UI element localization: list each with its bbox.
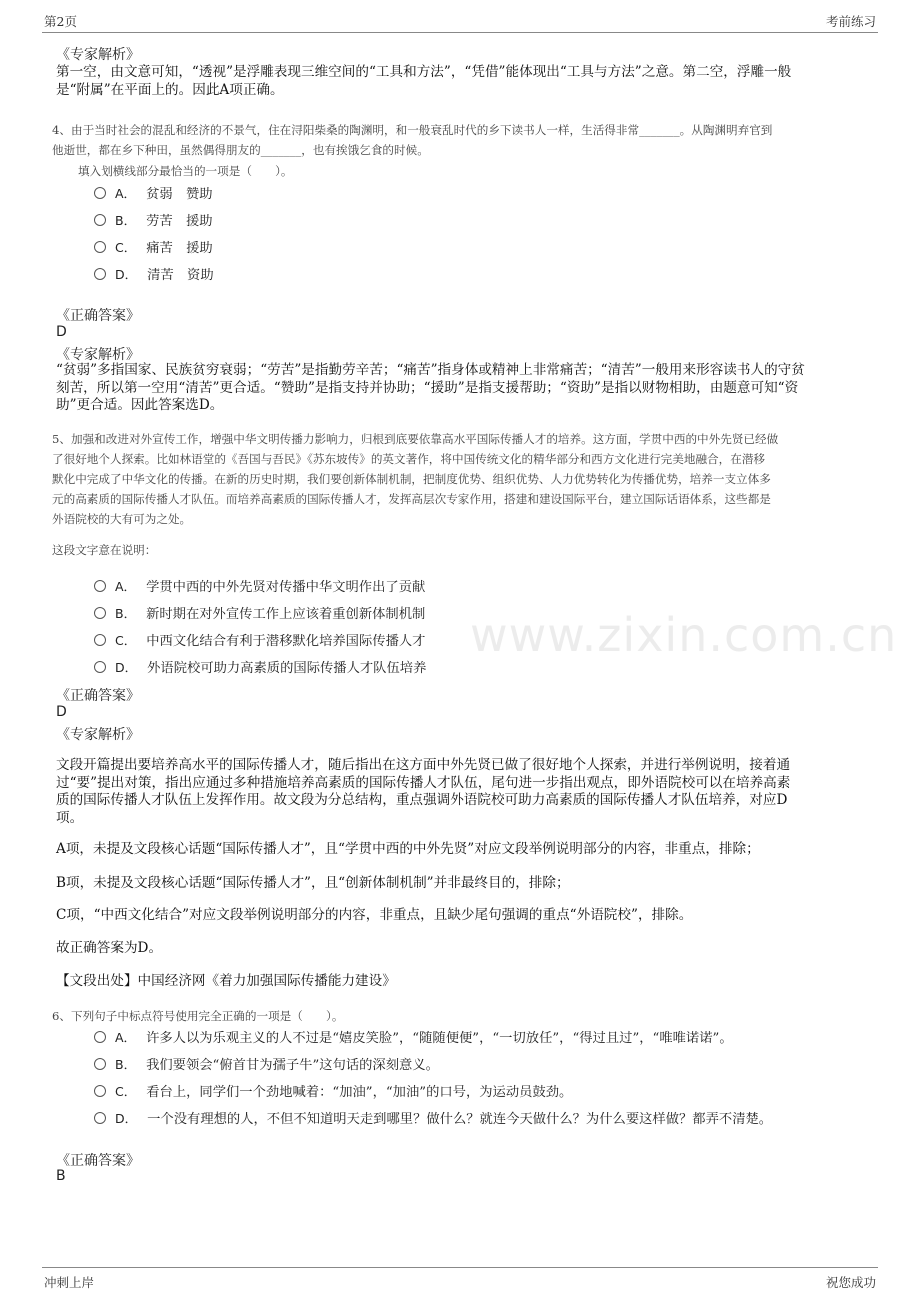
q3-analysis-line: 第一空，由文意可知，“透视”是浮雕表现三维空间的“工具和方法”，“凭借”能体现出“工具与方法”之意。第二空，浮雕一般 xyxy=(56,64,792,80)
q5-stem xyxy=(52,429,862,529)
q6-stem: 6、下列句子中标点符号使用完全正确的一项是（ ）。 xyxy=(52,1009,344,1023)
option-text: 我们要领会“俯首甘为孺子牛”这句话的深刻意义。 xyxy=(146,1058,439,1073)
radio-icon[interactable] xyxy=(94,634,106,646)
option-text: 清苦 资助 xyxy=(147,268,214,283)
q5-analysis-line: 文段开篇提出要培养高水平的国际传播人才，随后指出在这方面中外先贤已做了很好地个人探索，并进行举例说明，接着通 xyxy=(56,757,791,773)
option-letter: B． xyxy=(115,606,137,621)
option-text: 痛苦 援助 xyxy=(146,241,213,256)
radio-icon[interactable] xyxy=(94,1058,106,1070)
option-letter: A． xyxy=(115,1030,137,1045)
q4-correct-label: 《正确答案》 xyxy=(56,308,140,324)
footer-right: 祝您成功 xyxy=(825,1275,876,1290)
radio-icon[interactable] xyxy=(94,1112,106,1124)
q4-stem-line: 4、由于当时社会的混乱和经济的不景气，住在浔阳柴桑的陶渊明，和一般衰乱时代的乡下读书人一样，生活得非常_______。从陶渊明弃官到 xyxy=(52,123,773,137)
option-letter: B． xyxy=(115,1057,137,1072)
q6-answer: B xyxy=(56,1168,66,1184)
q5-stem-line: 了很好地个人探索。比如林语堂的《吾国与吾民》《苏东坡传》的英文著作，将中国传统文化的精华部分和西方文化进行完美地融合，在潜移 xyxy=(52,452,766,466)
q5-conclusion: 故正确答案为D。 xyxy=(56,940,163,956)
q4-prompt: 填入划横线部分最恰当的一项是（ ）。 xyxy=(78,164,293,178)
option-letter: A． xyxy=(115,186,137,201)
q3-analysis-line: 是“附属”在平面上的。因此A项正确。 xyxy=(56,81,284,98)
option-text: 许多人以为乐观主义的人不过是“嬉皮笑脸”，“随随便便”，“一切放任”，“得过且过”，“唯唯诺诺”。 xyxy=(146,1031,733,1046)
option-text: 看台上，同学们一个劲地喊着：“加油”，“加油”的口号，为运动员鼓劲。 xyxy=(146,1085,573,1100)
option-text: 学贯中西的中外先贤对传播中华文明作出了贡献 xyxy=(146,580,426,595)
header-title: 考前练习 xyxy=(825,14,876,29)
q5-stem-line: 元的高素质的国际传播人才队伍。而培养高素质的国际传播人才，发挥高层次专家作用，搭建和建设国际平台，建立国际话语体系，这些都是 xyxy=(52,492,771,506)
radio-icon[interactable] xyxy=(94,580,106,592)
option-text: 外语院校可助力高素质的国际传播人才队伍培养 xyxy=(147,661,427,676)
q5-option-c[interactable] xyxy=(94,630,425,650)
radio-icon[interactable] xyxy=(94,187,106,199)
option-text: 一个没有理想的人，不但不知道明天走到哪里？做什么？就连今天做什么？为什么要这样做？都弄不清楚。 xyxy=(147,1112,773,1127)
q4-option-d[interactable] xyxy=(94,264,214,284)
q4-stem-line: 他逝世，都在乡下种田，虽然偶得朋友的_______，也有挨饿乞食的时候。 xyxy=(52,143,429,157)
q5-prompt: 这段文字意在说明： xyxy=(52,543,157,557)
q5-analysis-line: 过“要”提出对策，指出应通过多种措施培养高素质的国际传播人才队伍，尾句进一步指出观点，即外语院校可以在培养高素 xyxy=(56,774,791,791)
page-footer xyxy=(42,1267,878,1302)
q5-answer: D xyxy=(56,704,67,720)
q6-option-c[interactable] xyxy=(94,1081,572,1101)
q5-expert-label: 《专家解析》 xyxy=(56,727,140,743)
q5-source: 【文段出处】中国经济网《着力加强国际传播能力建设》 xyxy=(56,973,396,989)
q6-option-b[interactable] xyxy=(94,1054,439,1074)
radio-icon[interactable] xyxy=(94,607,106,619)
q5-stem-line: 默化中完成了中华文化的传播。在新的历史时期，我们要创新体制机制，把制度优势、组织优势、人力优势转化为传播优势，培养一支立体多 xyxy=(52,472,771,486)
radio-icon[interactable] xyxy=(94,214,106,226)
q4-analysis-line: “贫弱”多指国家、民族贫穷衰弱；“劳苦”是指勤劳辛苦；“痛苦”指身体或精神上非常痛苦；“清苦”一般用来形容读书人的守贫 xyxy=(56,362,805,378)
q3-analysis xyxy=(56,64,856,99)
option-letter: B． xyxy=(115,213,137,228)
radio-icon[interactable] xyxy=(94,268,106,280)
q6-option-a[interactable] xyxy=(94,1027,733,1047)
radio-icon[interactable] xyxy=(94,241,106,253)
option-letter: C． xyxy=(115,240,137,255)
q5-analysis-line: 项。 xyxy=(56,809,84,826)
option-letter: A． xyxy=(115,579,137,594)
option-text: 贫弱 赞助 xyxy=(146,187,213,202)
q4-option-a[interactable] xyxy=(94,183,213,203)
q4-option-b[interactable] xyxy=(94,210,213,230)
option-text: 新时期在对外宣传工作上应该着重创新体制机制 xyxy=(146,607,426,622)
q6-correct-label: 《正确答案》 xyxy=(56,1153,140,1169)
q4-analysis-line: 助”更合适。因此答案选D。 xyxy=(56,397,224,413)
option-letter: D． xyxy=(115,267,138,282)
radio-icon[interactable] xyxy=(94,661,106,673)
footer-left: 冲刺上岸 xyxy=(44,1275,95,1290)
q4-analysis xyxy=(56,362,856,415)
radio-icon[interactable] xyxy=(94,1031,106,1043)
q4-expert-label: 《专家解析》 xyxy=(56,347,140,363)
q5-analysis-b: B项，未提及文段核心话题“国际传播人才”，且“创新体制机制”并非最终目的，排除； xyxy=(56,875,570,891)
page-number: 第2页 xyxy=(44,14,77,29)
q5-analysis-main xyxy=(56,757,856,827)
option-letter: D． xyxy=(115,660,138,675)
q5-option-b[interactable] xyxy=(94,603,425,623)
q3-expert-label: 《专家解析》 xyxy=(56,47,140,63)
q5-correct-label: 《正确答案》 xyxy=(56,688,140,704)
q5-option-a[interactable] xyxy=(94,576,425,596)
q5-analysis-c: C项，“中西文化结合”对应文段举例说明部分的内容，非重点，且缺少尾句强调的重点“外语院校”，排除。 xyxy=(56,907,693,923)
q4-answer: D xyxy=(56,324,67,340)
option-letter: C． xyxy=(115,1084,137,1099)
q4-analysis-line: 刻苦，所以第一空用“清苦”更合适。“赞助”是指支持并协助；“援助”是指支援帮助；“资助”是指以财物相助，由题意可知“资 xyxy=(56,379,799,396)
watermark: www.zixin.com.cn xyxy=(470,608,898,662)
option-text: 中西文化结合有利于潜移默化培养国际传播人才 xyxy=(146,634,426,649)
option-letter: D． xyxy=(115,1111,138,1126)
q4-stem xyxy=(52,120,862,160)
q5-stem-line: 外语院校的大有可为之处。 xyxy=(52,512,192,526)
option-letter: C． xyxy=(115,633,137,648)
option-text: 劳苦 援助 xyxy=(146,214,213,229)
q5-analysis-line: 质的国际传播人才队伍上发挥作用。故文段为分总结构，重点强调外语院校可助力高素质的国际传播人才队伍培养，对应D xyxy=(56,792,788,808)
q4-option-c[interactable] xyxy=(94,237,213,257)
q6-option-d[interactable] xyxy=(94,1108,772,1128)
q5-stem-line: 5、加强和改进对外宣传工作，增强中华文明传播力影响力，归根到底要依靠高水平国际传播人才的培养。这方面，学贯中西的中外先贤已经做 xyxy=(52,432,779,446)
q5-analysis-a: A项，未提及文段核心话题“国际传播人才”，且“学贯中西的中外先贤”对应文段举例说明部分的内容，非重点，排除； xyxy=(56,841,760,857)
q5-option-d[interactable] xyxy=(94,657,426,677)
page-header xyxy=(42,0,878,33)
radio-icon[interactable] xyxy=(94,1085,106,1097)
